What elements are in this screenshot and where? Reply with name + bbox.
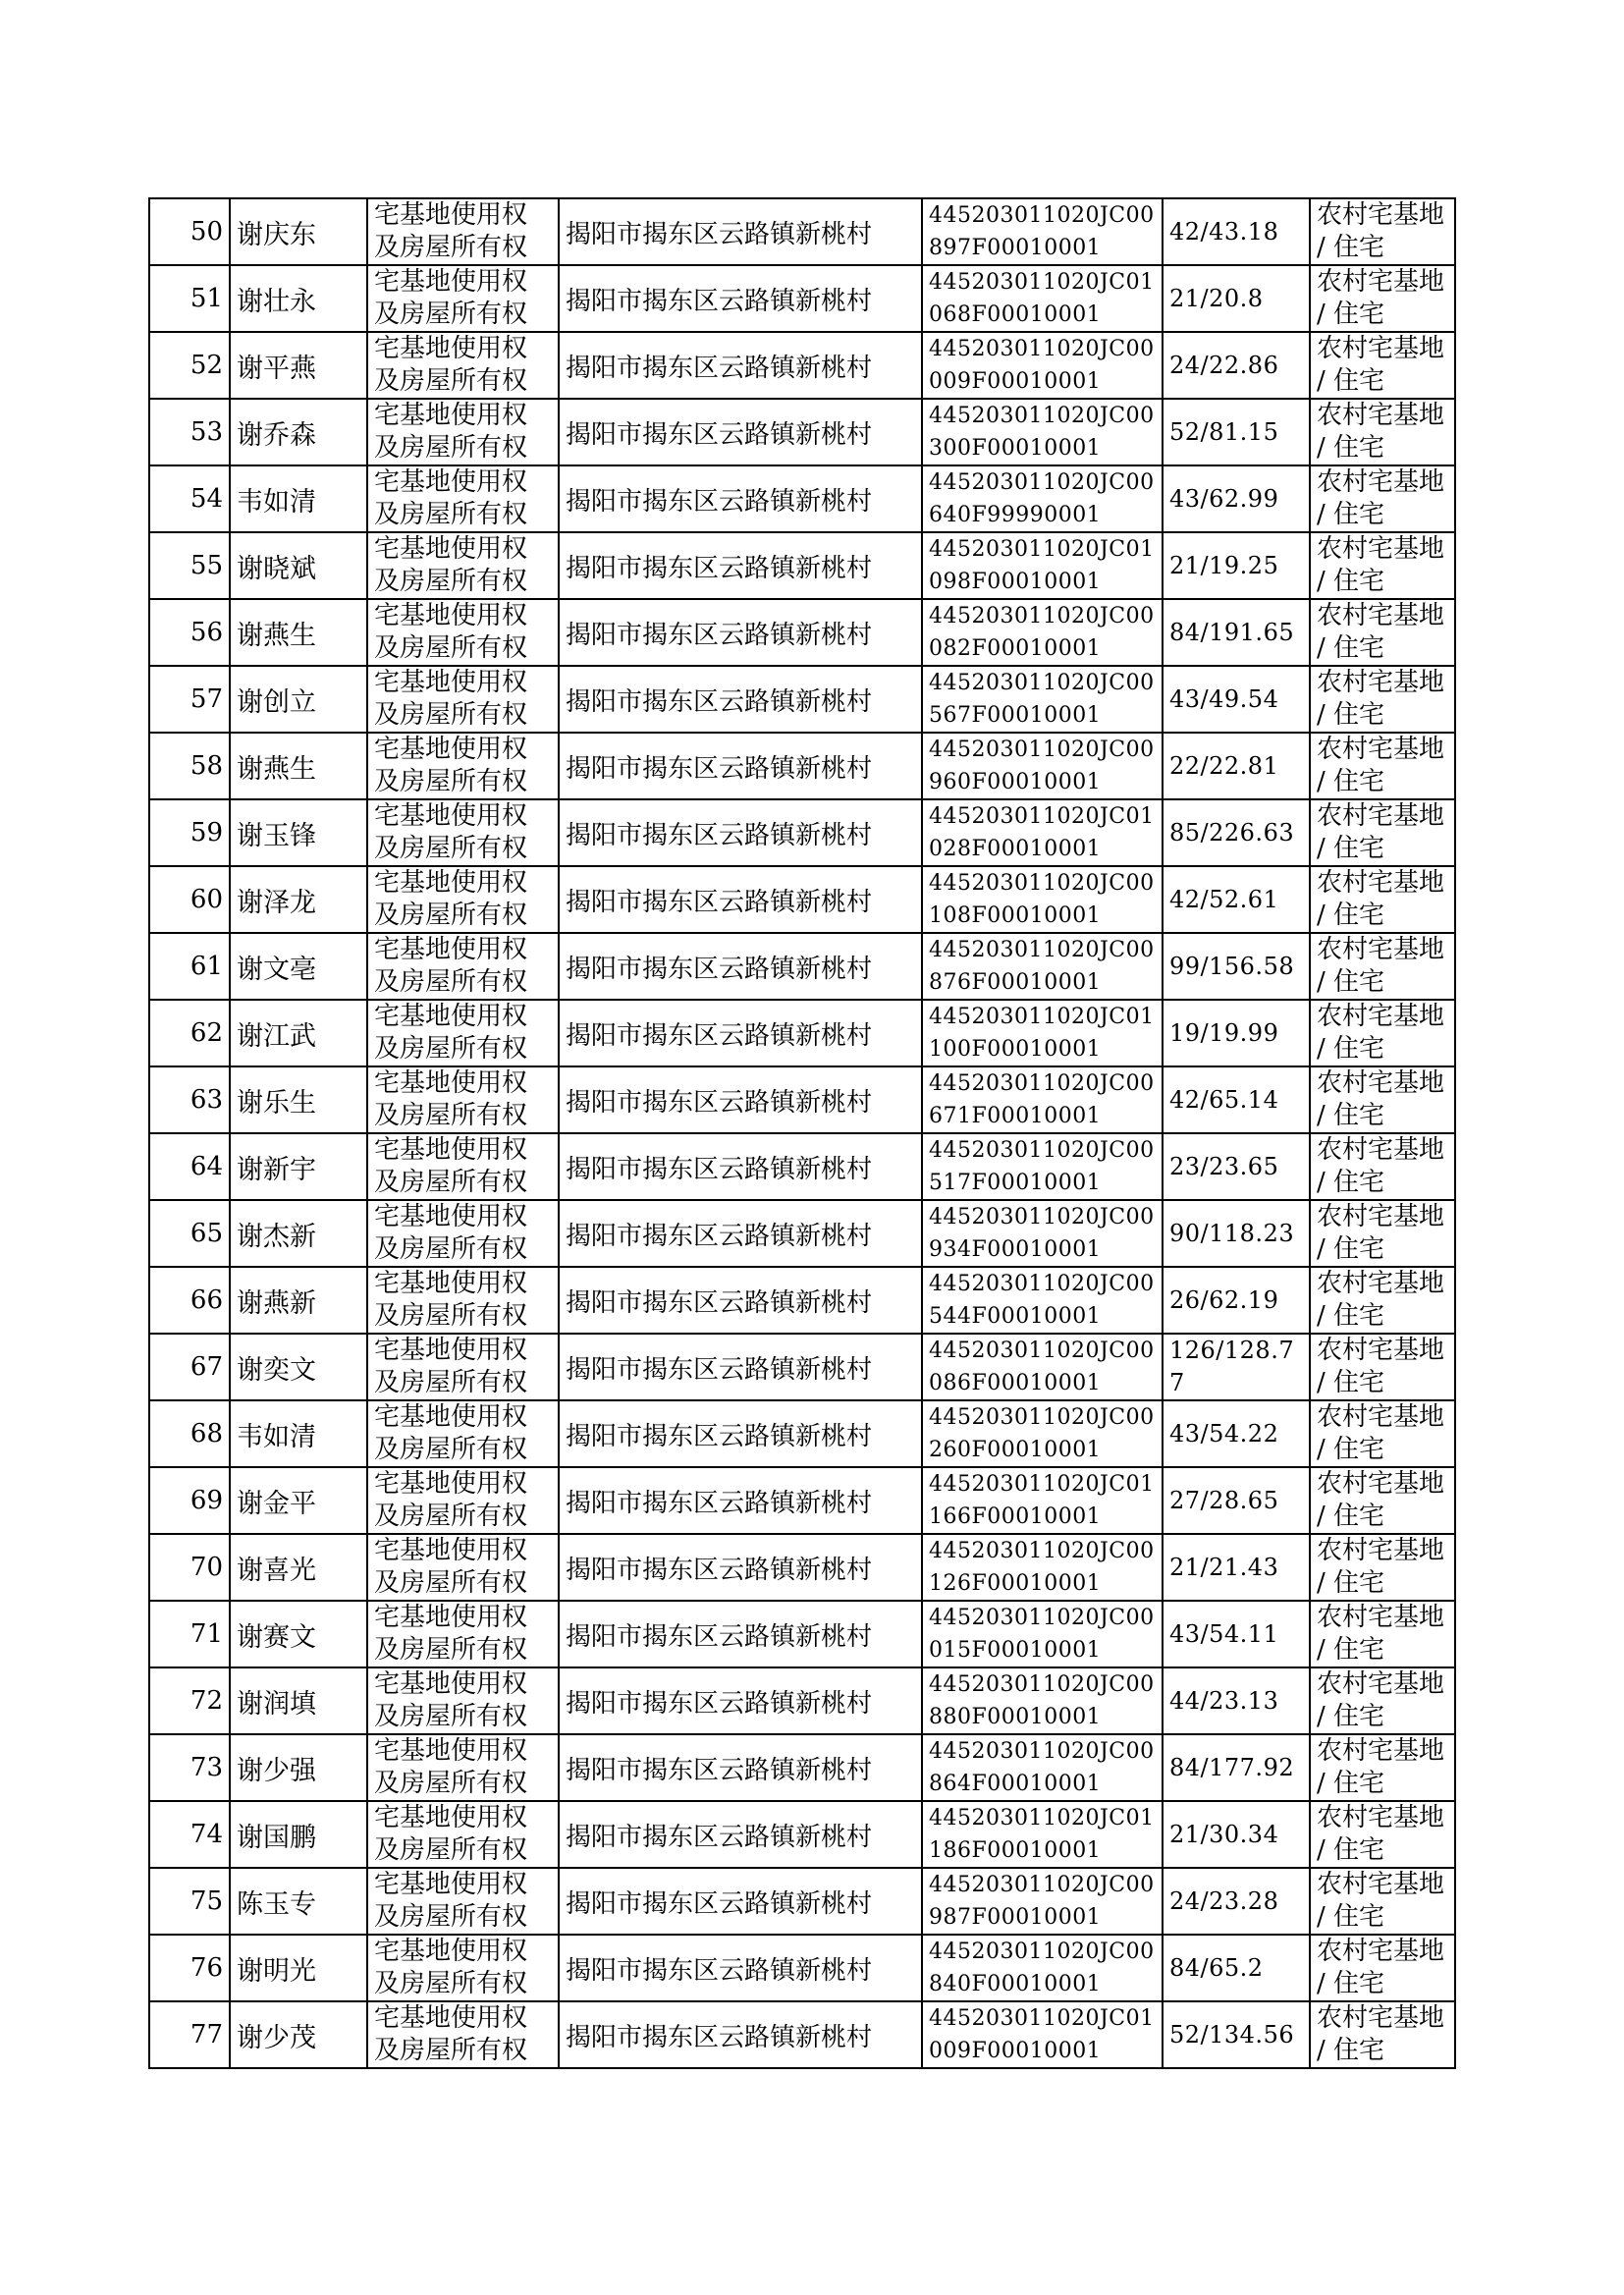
table-row (149, 1133, 1455, 1200)
right-type-cell: 宅基地使用权及房屋所有权 (367, 1601, 559, 1667)
location-cell: 揭阳市揭东区云路镇新桃村 (559, 265, 922, 332)
location-cell: 揭阳市揭东区云路镇新桃村 (559, 198, 922, 265)
land-use-cell: 农村宅基地 / 住宅 (1310, 399, 1455, 465)
location-cell: 揭阳市揭东区云路镇新桃村 (559, 1734, 922, 1801)
holder-name-cell: 谢润填 (230, 1667, 367, 1734)
area-cell: 42/65.14 (1163, 1066, 1310, 1133)
right-type-cell: 宅基地使用权及房屋所有权 (367, 1734, 559, 1801)
table-body (149, 198, 1455, 2068)
row-number-cell: 75 (149, 1868, 230, 1935)
right-type-cell: 宅基地使用权及房屋所有权 (367, 1133, 559, 1200)
table-row (149, 1200, 1455, 1267)
unit-code-cell: 445203011020JC01098F00010001 (922, 532, 1163, 599)
row-number-cell: 52 (149, 332, 230, 399)
land-use-cell: 农村宅基地 / 住宅 (1310, 933, 1455, 1000)
table-row (149, 599, 1455, 666)
location-cell: 揭阳市揭东区云路镇新桃村 (559, 332, 922, 399)
location-cell: 揭阳市揭东区云路镇新桃村 (559, 1868, 922, 1935)
row-number-cell: 65 (149, 1200, 230, 1267)
right-type-cell: 宅基地使用权及房屋所有权 (367, 2001, 559, 2068)
area-cell: 84/65.2 (1163, 1935, 1310, 2001)
right-type-cell: 宅基地使用权及房屋所有权 (367, 1667, 559, 1734)
table-row (149, 1601, 1455, 1667)
table-row (149, 733, 1455, 799)
area-cell: 43/62.99 (1163, 465, 1310, 532)
table-row (149, 1334, 1455, 1400)
row-number-cell: 55 (149, 532, 230, 599)
unit-code-cell: 445203011020JC00009F00010001 (922, 332, 1163, 399)
row-number-cell: 50 (149, 198, 230, 265)
table-row (149, 1868, 1455, 1935)
land-use-cell: 农村宅基地 / 住宅 (1310, 799, 1455, 866)
unit-code-cell: 445203011020JC00864F00010001 (922, 1734, 1163, 1801)
table-row (149, 1467, 1455, 1534)
row-number-cell: 61 (149, 933, 230, 1000)
location-cell: 揭阳市揭东区云路镇新桃村 (559, 1133, 922, 1200)
land-use-cell: 农村宅基地 / 住宅 (1310, 1267, 1455, 1334)
table-row (149, 198, 1455, 265)
holder-name-cell: 谢泽龙 (230, 866, 367, 933)
right-type-cell: 宅基地使用权及房屋所有权 (367, 1467, 559, 1534)
table-row (149, 1534, 1455, 1601)
location-cell: 揭阳市揭东区云路镇新桃村 (559, 1267, 922, 1334)
holder-name-cell: 谢壮永 (230, 265, 367, 332)
right-type-cell: 宅基地使用权及房屋所有权 (367, 265, 559, 332)
holder-name-cell: 谢燕新 (230, 1267, 367, 1334)
row-number-cell: 58 (149, 733, 230, 799)
registration-table (148, 197, 1456, 2069)
location-cell: 揭阳市揭东区云路镇新桃村 (559, 1801, 922, 1868)
right-type-cell: 宅基地使用权及房屋所有权 (367, 799, 559, 866)
location-cell: 揭阳市揭东区云路镇新桃村 (559, 1935, 922, 2001)
unit-code-cell: 445203011020JC01186F00010001 (922, 1801, 1163, 1868)
land-use-cell: 农村宅基地 / 住宅 (1310, 599, 1455, 666)
table-row (149, 532, 1455, 599)
unit-code-cell: 445203011020JC00517F00010001 (922, 1133, 1163, 1200)
area-cell: 21/21.43 (1163, 1534, 1310, 1601)
land-use-cell: 农村宅基地 / 住宅 (1310, 1200, 1455, 1267)
location-cell: 揭阳市揭东区云路镇新桃村 (559, 599, 922, 666)
holder-name-cell: 谢江武 (230, 1000, 367, 1066)
holder-name-cell: 谢燕生 (230, 599, 367, 666)
unit-code-cell: 445203011020JC01009F00010001 (922, 2001, 1163, 2068)
table-row (149, 1935, 1455, 2001)
location-cell: 揭阳市揭东区云路镇新桃村 (559, 1534, 922, 1601)
area-cell: 42/52.61 (1163, 866, 1310, 933)
holder-name-cell: 谢国鹏 (230, 1801, 367, 1868)
holder-name-cell: 谢新宇 (230, 1133, 367, 1200)
right-type-cell: 宅基地使用权及房屋所有权 (367, 1066, 559, 1133)
row-number-cell: 64 (149, 1133, 230, 1200)
area-cell: 43/49.54 (1163, 666, 1310, 733)
unit-code-cell: 445203011020JC00015F00010001 (922, 1601, 1163, 1667)
land-use-cell: 农村宅基地 / 住宅 (1310, 1400, 1455, 1467)
right-type-cell: 宅基地使用权及房屋所有权 (367, 666, 559, 733)
land-use-cell: 农村宅基地 / 住宅 (1310, 1601, 1455, 1667)
unit-code-cell: 445203011020JC00640F99990001 (922, 465, 1163, 532)
location-cell: 揭阳市揭东区云路镇新桃村 (559, 1601, 922, 1667)
right-type-cell: 宅基地使用权及房屋所有权 (367, 1400, 559, 1467)
unit-code-cell: 445203011020JC01100F00010001 (922, 1000, 1163, 1066)
right-type-cell: 宅基地使用权及房屋所有权 (367, 465, 559, 532)
land-use-cell: 农村宅基地 / 住宅 (1310, 465, 1455, 532)
area-cell: 43/54.22 (1163, 1400, 1310, 1467)
right-type-cell: 宅基地使用权及房屋所有权 (367, 399, 559, 465)
right-type-cell: 宅基地使用权及房屋所有权 (367, 1267, 559, 1334)
unit-code-cell: 445203011020JC00126F00010001 (922, 1534, 1163, 1601)
area-cell: 22/22.81 (1163, 733, 1310, 799)
unit-code-cell: 445203011020JC00880F00010001 (922, 1667, 1163, 1734)
area-cell: 21/20.8 (1163, 265, 1310, 332)
holder-name-cell: 谢创立 (230, 666, 367, 733)
row-number-cell: 76 (149, 1935, 230, 2001)
holder-name-cell: 谢奕文 (230, 1334, 367, 1400)
land-use-cell: 农村宅基地 / 住宅 (1310, 332, 1455, 399)
row-number-cell: 56 (149, 599, 230, 666)
holder-name-cell: 谢明光 (230, 1935, 367, 2001)
location-cell: 揭阳市揭东区云路镇新桃村 (559, 1000, 922, 1066)
area-cell: 44/23.13 (1163, 1667, 1310, 1734)
holder-name-cell: 谢喜光 (230, 1534, 367, 1601)
land-use-cell: 农村宅基地 / 住宅 (1310, 1000, 1455, 1066)
unit-code-cell: 445203011020JC00544F00010001 (922, 1267, 1163, 1334)
area-cell: 85/226.63 (1163, 799, 1310, 866)
land-use-cell: 农村宅基地 / 住宅 (1310, 532, 1455, 599)
holder-name-cell: 谢赛文 (230, 1601, 367, 1667)
location-cell: 揭阳市揭东区云路镇新桃村 (559, 733, 922, 799)
row-number-cell: 69 (149, 1467, 230, 1534)
land-use-cell: 农村宅基地 / 住宅 (1310, 1667, 1455, 1734)
location-cell: 揭阳市揭东区云路镇新桃村 (559, 1667, 922, 1734)
holder-name-cell: 韦如清 (230, 1400, 367, 1467)
row-number-cell: 51 (149, 265, 230, 332)
area-cell: 43/54.11 (1163, 1601, 1310, 1667)
row-number-cell: 62 (149, 1000, 230, 1066)
row-number-cell: 57 (149, 666, 230, 733)
unit-code-cell: 445203011020JC01068F00010001 (922, 265, 1163, 332)
right-type-cell: 宅基地使用权及房屋所有权 (367, 1935, 559, 2001)
holder-name-cell: 谢平燕 (230, 332, 367, 399)
unit-code-cell: 445203011020JC00300F00010001 (922, 399, 1163, 465)
row-number-cell: 71 (149, 1601, 230, 1667)
unit-code-cell: 445203011020JC00086F00010001 (922, 1334, 1163, 1400)
right-type-cell: 宅基地使用权及房屋所有权 (367, 1801, 559, 1868)
location-cell: 揭阳市揭东区云路镇新桃村 (559, 465, 922, 532)
unit-code-cell: 445203011020JC00876F00010001 (922, 933, 1163, 1000)
right-type-cell: 宅基地使用权及房屋所有权 (367, 1334, 559, 1400)
table-row (149, 399, 1455, 465)
unit-code-cell: 445203011020JC01166F00010001 (922, 1467, 1163, 1534)
unit-code-cell: 445203011020JC00934F00010001 (922, 1200, 1163, 1267)
table-row (149, 1400, 1455, 1467)
location-cell: 揭阳市揭东区云路镇新桃村 (559, 1467, 922, 1534)
table-row (149, 866, 1455, 933)
land-use-cell: 农村宅基地 / 住宅 (1310, 265, 1455, 332)
area-cell: 24/23.28 (1163, 1868, 1310, 1935)
table-row (149, 1801, 1455, 1868)
land-use-cell: 农村宅基地 / 住宅 (1310, 666, 1455, 733)
table-row (149, 799, 1455, 866)
area-cell: 52/81.15 (1163, 399, 1310, 465)
row-number-cell: 77 (149, 2001, 230, 2068)
right-type-cell: 宅基地使用权及房屋所有权 (367, 933, 559, 1000)
location-cell: 揭阳市揭东区云路镇新桃村 (559, 1200, 922, 1267)
right-type-cell: 宅基地使用权及房屋所有权 (367, 1000, 559, 1066)
area-cell: 21/30.34 (1163, 1801, 1310, 1868)
table-row (149, 465, 1455, 532)
land-use-cell: 农村宅基地 / 住宅 (1310, 1935, 1455, 2001)
table-row (149, 1667, 1455, 1734)
land-use-cell: 农村宅基地 / 住宅 (1310, 1534, 1455, 1601)
unit-code-cell: 445203011020JC01028F00010001 (922, 799, 1163, 866)
unit-code-cell: 445203011020JC00840F00010001 (922, 1935, 1163, 2001)
location-cell: 揭阳市揭东区云路镇新桃村 (559, 2001, 922, 2068)
holder-name-cell: 谢燕生 (230, 733, 367, 799)
holder-name-cell: 谢金平 (230, 1467, 367, 1534)
area-cell: 52/134.56 (1163, 2001, 1310, 2068)
right-type-cell: 宅基地使用权及房屋所有权 (367, 1534, 559, 1601)
holder-name-cell: 韦如清 (230, 465, 367, 532)
land-use-cell: 农村宅基地 / 住宅 (1310, 1734, 1455, 1801)
land-use-cell: 农村宅基地 / 住宅 (1310, 1066, 1455, 1133)
area-cell: 90/118.23 (1163, 1200, 1310, 1267)
right-type-cell: 宅基地使用权及房屋所有权 (367, 198, 559, 265)
row-number-cell: 72 (149, 1667, 230, 1734)
land-use-cell: 农村宅基地 / 住宅 (1310, 1801, 1455, 1868)
area-cell: 23/23.65 (1163, 1133, 1310, 1200)
row-number-cell: 67 (149, 1334, 230, 1400)
table-row (149, 1267, 1455, 1334)
holder-name-cell: 谢玉锋 (230, 799, 367, 866)
row-number-cell: 54 (149, 465, 230, 532)
row-number-cell: 74 (149, 1801, 230, 1868)
area-cell: 42/43.18 (1163, 198, 1310, 265)
row-number-cell: 53 (149, 399, 230, 465)
location-cell: 揭阳市揭东区云路镇新桃村 (559, 866, 922, 933)
table-row (149, 265, 1455, 332)
row-number-cell: 73 (149, 1734, 230, 1801)
right-type-cell: 宅基地使用权及房屋所有权 (367, 1200, 559, 1267)
location-cell: 揭阳市揭东区云路镇新桃村 (559, 1066, 922, 1133)
table-row (149, 666, 1455, 733)
area-cell: 84/191.65 (1163, 599, 1310, 666)
unit-code-cell: 445203011020JC00671F00010001 (922, 1066, 1163, 1133)
right-type-cell: 宅基地使用权及房屋所有权 (367, 532, 559, 599)
land-use-cell: 农村宅基地 / 住宅 (1310, 1334, 1455, 1400)
holder-name-cell: 谢乔森 (230, 399, 367, 465)
area-cell: 126/128.77 (1163, 1334, 1310, 1400)
location-cell: 揭阳市揭东区云路镇新桃村 (559, 933, 922, 1000)
unit-code-cell: 445203011020JC00108F00010001 (922, 866, 1163, 933)
holder-name-cell: 谢少强 (230, 1734, 367, 1801)
table-row (149, 1734, 1455, 1801)
area-cell: 21/19.25 (1163, 532, 1310, 599)
location-cell: 揭阳市揭东区云路镇新桃村 (559, 799, 922, 866)
unit-code-cell: 445203011020JC00260F00010001 (922, 1400, 1163, 1467)
area-cell: 19/19.99 (1163, 1000, 1310, 1066)
unit-code-cell: 445203011020JC00987F00010001 (922, 1868, 1163, 1935)
right-type-cell: 宅基地使用权及房屋所有权 (367, 866, 559, 933)
area-cell: 27/28.65 (1163, 1467, 1310, 1534)
unit-code-cell: 445203011020JC00082F00010001 (922, 599, 1163, 666)
holder-name-cell: 谢杰新 (230, 1200, 367, 1267)
holder-name-cell: 谢少茂 (230, 2001, 367, 2068)
table-row (149, 1000, 1455, 1066)
unit-code-cell: 445203011020JC00567F00010001 (922, 666, 1163, 733)
location-cell: 揭阳市揭东区云路镇新桃村 (559, 1400, 922, 1467)
right-type-cell: 宅基地使用权及房屋所有权 (367, 1868, 559, 1935)
area-cell: 84/177.92 (1163, 1734, 1310, 1801)
row-number-cell: 66 (149, 1267, 230, 1334)
right-type-cell: 宅基地使用权及房屋所有权 (367, 733, 559, 799)
location-cell: 揭阳市揭东区云路镇新桃村 (559, 1334, 922, 1400)
row-number-cell: 70 (149, 1534, 230, 1601)
holder-name-cell: 谢庆东 (230, 198, 367, 265)
right-type-cell: 宅基地使用权及房屋所有权 (367, 599, 559, 666)
table-row (149, 2001, 1455, 2068)
right-type-cell: 宅基地使用权及房屋所有权 (367, 332, 559, 399)
location-cell: 揭阳市揭东区云路镇新桃村 (559, 666, 922, 733)
holder-name-cell: 谢乐生 (230, 1066, 367, 1133)
area-cell: 99/156.58 (1163, 933, 1310, 1000)
area-cell: 26/62.19 (1163, 1267, 1310, 1334)
land-use-cell: 农村宅基地 / 住宅 (1310, 1133, 1455, 1200)
land-use-cell: 农村宅基地 / 住宅 (1310, 1467, 1455, 1534)
table-row (149, 1066, 1455, 1133)
holder-name-cell: 陈玉专 (230, 1868, 367, 1935)
row-number-cell: 63 (149, 1066, 230, 1133)
row-number-cell: 59 (149, 799, 230, 866)
location-cell: 揭阳市揭东区云路镇新桃村 (559, 399, 922, 465)
location-cell: 揭阳市揭东区云路镇新桃村 (559, 532, 922, 599)
land-use-cell: 农村宅基地 / 住宅 (1310, 1868, 1455, 1935)
row-number-cell: 68 (149, 1400, 230, 1467)
land-use-cell: 农村宅基地 / 住宅 (1310, 866, 1455, 933)
land-use-cell: 农村宅基地 / 住宅 (1310, 198, 1455, 265)
table-row (149, 332, 1455, 399)
holder-name-cell: 谢晓斌 (230, 532, 367, 599)
land-use-cell: 农村宅基地 / 住宅 (1310, 733, 1455, 799)
table-row (149, 933, 1455, 1000)
holder-name-cell: 谢文亳 (230, 933, 367, 1000)
row-number-cell: 60 (149, 866, 230, 933)
land-use-cell: 农村宅基地 / 住宅 (1310, 2001, 1455, 2068)
unit-code-cell: 445203011020JC00960F00010001 (922, 733, 1163, 799)
area-cell: 24/22.86 (1163, 332, 1310, 399)
unit-code-cell: 445203011020JC00897F00010001 (922, 198, 1163, 265)
